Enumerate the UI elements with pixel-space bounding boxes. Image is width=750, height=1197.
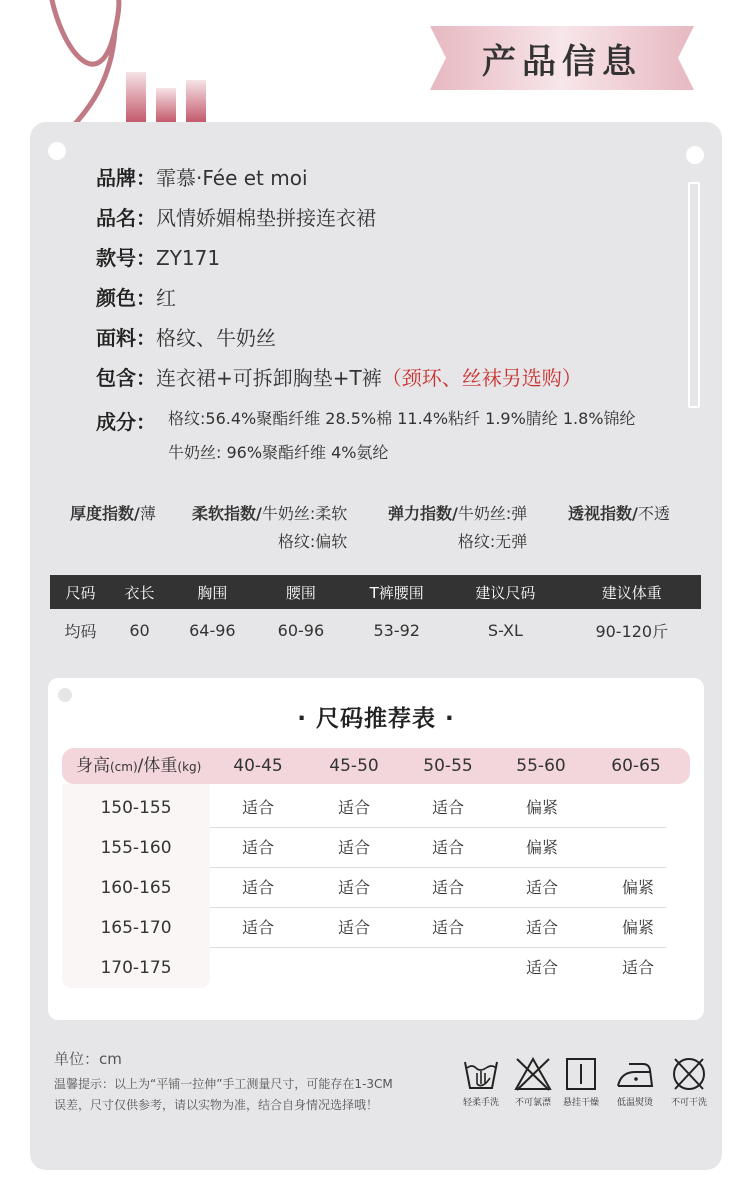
care-label: 悬挂干燥	[562, 1098, 599, 1108]
height-weight-corner: 身高(cm)/体重(kg)	[76, 756, 202, 776]
composition-line: 牛奶丝: 96%聚酯纤维 4%氨纶	[168, 443, 389, 462]
weight-range: 55-60	[516, 756, 566, 776]
elasticity-index	[388, 500, 527, 556]
recommendation-row	[62, 908, 666, 948]
weight-range: 60-65	[611, 756, 661, 776]
includes-note: （颈环、丝袜另选购）	[381, 366, 582, 390]
includes-value: 连衣裙+可拆卸胸垫+T裤	[156, 366, 382, 390]
product-info-list	[96, 162, 716, 470]
brand-label: 品牌：	[96, 166, 156, 190]
fit-cell: 适合	[241, 918, 274, 937]
softness-index	[192, 500, 347, 556]
includes-row	[96, 362, 716, 402]
brand-row	[96, 162, 716, 202]
care-label: 不可氯漂	[514, 1098, 551, 1108]
composition-label: 成分：	[96, 410, 156, 434]
size-cell: S-XL	[487, 620, 523, 640]
fit-cell: 适合	[525, 918, 558, 937]
fit-cell: 适合	[241, 798, 274, 817]
fit-cell: 适合	[337, 838, 370, 857]
low-iron-icon	[615, 1056, 655, 1092]
size-header-cell: 胸围	[168, 575, 257, 609]
index-label: 厚度指数/	[70, 504, 140, 523]
height-range: 150-155	[100, 798, 172, 818]
fabric-label: 面料：	[96, 326, 156, 350]
fabric-indices	[30, 500, 722, 560]
care-no-bleach	[508, 1056, 558, 1108]
thickness-index	[70, 500, 156, 528]
transparency-index	[568, 500, 670, 528]
recommendation-row	[62, 828, 666, 868]
fit-cell: 适合	[431, 838, 464, 857]
index-sub-value: 格纹:无弹	[457, 532, 528, 551]
size-cell: 53-92	[373, 620, 420, 640]
fit-cell: 适合	[337, 798, 370, 817]
weight-range: 40-45	[233, 756, 283, 776]
index-label: 弹力指数/	[388, 504, 458, 523]
no-dry-clean-icon	[670, 1056, 708, 1092]
size-table	[50, 575, 701, 651]
care-label: 低温熨烫	[616, 1098, 653, 1108]
index-label: 透视指数/	[568, 504, 638, 523]
index-value: 牛奶丝:柔软	[261, 504, 348, 523]
recommendation-row	[62, 788, 666, 828]
product-name-row	[96, 202, 716, 242]
fit-cell: 适合	[431, 918, 464, 937]
height-range: 170-175	[100, 958, 172, 978]
weight-range: 50-55	[423, 756, 473, 776]
size-header-cell: T裤腰围	[345, 575, 448, 609]
model-label: 款号：	[96, 246, 156, 270]
title-tag	[430, 22, 694, 94]
size-header-cell: 建议尺码	[448, 575, 562, 609]
height-range: 165-170	[100, 918, 172, 938]
measurement-tip: 温馨提示：以上为“平铺一拉伸”手工测量尺寸，可能存在1-3CM 误差，尺寸仅供参考，请以实物为准，结合自身情况选择哦！	[54, 1077, 393, 1112]
bar-decoration	[126, 72, 210, 122]
size-cell: 90-120斤	[595, 621, 669, 641]
size-recommendation-card	[48, 678, 704, 1020]
height-range: 160-165	[100, 878, 172, 898]
size-header-cell: 衣长	[111, 575, 168, 609]
care-label: 轻柔手洗	[462, 1098, 499, 1108]
model-row	[96, 242, 716, 282]
fit-cell: 适合	[241, 838, 274, 857]
fit-cell: 适合	[337, 878, 370, 897]
page-title: 产品信息	[482, 41, 642, 82]
no-bleach-icon	[514, 1056, 552, 1092]
care-low-iron	[610, 1056, 660, 1108]
composition-line: 格纹:56.4%聚酯纤维 28.5%棉 11.4%粘纤 1.9%腈纶 1.8%锦纶	[168, 409, 636, 428]
hang-dry-icon	[562, 1056, 600, 1092]
recommendation-row	[62, 868, 666, 908]
size-cell: 64-96	[189, 620, 236, 640]
height-range: 155-160	[100, 838, 172, 858]
fit-cell: 适合	[525, 878, 558, 897]
hand-wash-icon	[462, 1056, 500, 1092]
fit-cell: 适合	[431, 878, 464, 897]
care-hand-wash	[456, 1056, 506, 1108]
pin-dot	[48, 142, 66, 160]
size-header-cell: 腰围	[257, 575, 346, 609]
care-label: 不可干洗	[670, 1098, 707, 1108]
recommendation-title: · 尺码推荐表 ·	[297, 706, 455, 732]
color-value: 红	[156, 286, 176, 310]
fit-cell: 适合	[621, 958, 654, 977]
index-sub-value: 格纹:偏软	[277, 532, 348, 551]
size-cell: 60-96	[277, 620, 325, 640]
index-label: 柔软指数/	[192, 504, 262, 523]
fit-cell: 适合	[337, 918, 370, 937]
fabric-row	[96, 322, 716, 362]
size-header-cell: 建议体重	[563, 575, 701, 609]
fabric-value: 格纹、牛奶丝	[156, 326, 276, 350]
product-info-card	[30, 122, 722, 1170]
recommendation-row	[62, 948, 666, 988]
includes-label: 包含：	[96, 366, 156, 390]
index-value: 不透	[637, 504, 670, 523]
size-cell: 60	[129, 620, 150, 640]
index-value: 薄	[139, 504, 156, 523]
fit-cell: 偏紧	[621, 918, 654, 937]
size-table-row	[50, 609, 701, 651]
fit-cell: 偏紧	[621, 878, 654, 897]
size-cell: 均码	[64, 621, 97, 641]
product-name-label: 品名：	[96, 206, 156, 230]
fit-cell: 偏紧	[525, 838, 558, 857]
fit-cell: 适合	[241, 878, 274, 897]
model-value: ZY171	[156, 246, 221, 270]
unit-note: 单位：cm	[54, 1050, 122, 1068]
fit-cell: 适合	[431, 798, 464, 817]
size-header-cell: 尺码	[50, 575, 111, 609]
color-row	[96, 282, 716, 322]
size-table-header	[50, 575, 701, 609]
composition-row	[96, 406, 716, 470]
brand-value: 霏慕·Fée et moi	[156, 166, 308, 190]
weight-range: 45-50	[329, 756, 379, 776]
color-label: 颜色：	[96, 286, 156, 310]
care-no-dry-clean	[664, 1056, 714, 1108]
fit-cell: 偏紧	[525, 798, 558, 817]
care-hang-dry	[556, 1056, 606, 1108]
fit-cell: 适合	[525, 958, 558, 977]
index-value: 牛奶丝:弹	[457, 504, 528, 523]
recommendation-header	[62, 748, 690, 784]
product-name-value: 风情娇媚棉垫拼接连衣裙	[156, 206, 376, 230]
